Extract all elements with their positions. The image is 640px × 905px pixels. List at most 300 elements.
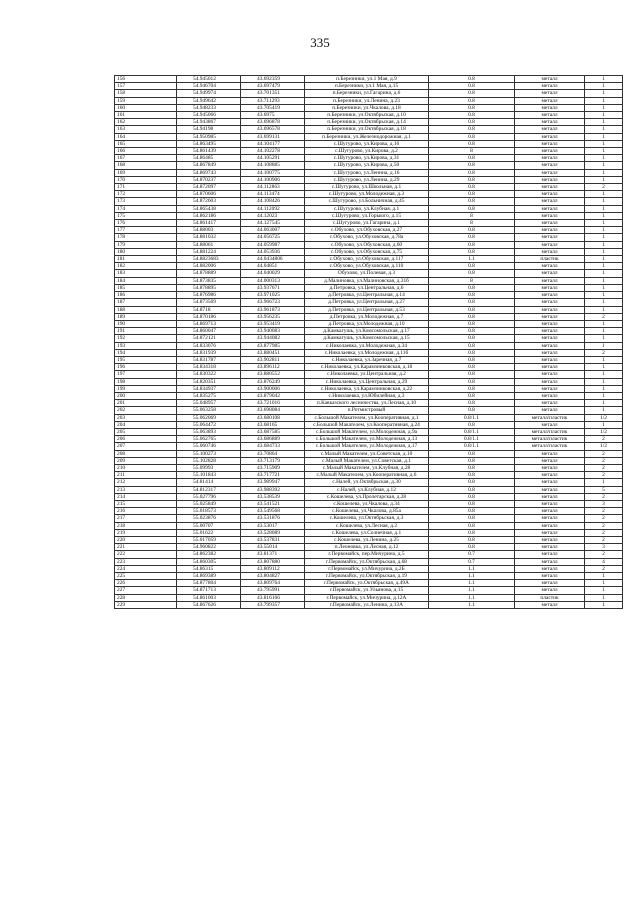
container-volume-cell: 0.8 [429, 169, 515, 176]
container-volume-cell: 0.8 [429, 493, 515, 500]
container-material-cell: металл [515, 400, 585, 407]
container-material-cell: пластик [515, 594, 585, 601]
container-material-cell: металл [515, 450, 585, 457]
address-cell: с.Шугурово, ул.Молодежная, д.3 [305, 191, 429, 198]
latitude-cell: 54.945012 [177, 76, 241, 83]
container-count-cell: 2 [585, 184, 623, 191]
row-number-cell: 179 [115, 241, 177, 248]
table-row [115, 227, 623, 234]
longitude-cell: 43.953419 [241, 320, 305, 327]
container-volume-cell: 0.8 [429, 97, 515, 104]
longitude-cell: 44.040029 [241, 270, 305, 277]
container-volume-cell: 0.8 [429, 472, 515, 479]
container-material-cell: металл [515, 90, 585, 97]
row-number-cell: 180 [115, 248, 177, 255]
table-row [115, 551, 623, 558]
container-volume-cell: 0.8/1.1 [429, 443, 515, 450]
container-volume-cell: 0.8 [429, 349, 515, 356]
longitude-cell: 44.100775 [241, 169, 305, 176]
row-number-cell: 225 [115, 573, 177, 580]
table-row [115, 385, 623, 392]
row-number-cell: 221 [115, 544, 177, 551]
container-volume-cell: 0.8 [429, 119, 515, 126]
row-number-cell: 170 [115, 176, 177, 183]
address-cell: г.Первомайск, ул.Ульянова, д.15 [305, 587, 429, 594]
address-cell: г.Первомайск, ул.Октябрьская, д.49А [305, 580, 429, 587]
address-cell: с.Обухово, ул.Обуховская, д.27 [305, 227, 429, 234]
row-number-cell: 213 [115, 486, 177, 493]
address-cell: с.Обухово, ул.Обуховская, д.78а [305, 234, 429, 241]
longitude-cell: 43.902811 [241, 356, 305, 363]
address-cell: с.Николаевка, ул.Карамзинковская, д.22 [305, 385, 429, 392]
table-row [115, 515, 623, 522]
container-volume-cell: 0.7 [429, 551, 515, 558]
longitude-cell: 44.112092 [241, 205, 305, 212]
latitude-cell: 55.100273 [177, 450, 241, 457]
address-cell: с.Шугурово, ул.Школьная, д.1 [305, 184, 429, 191]
latitude-cell: 55.060746 [177, 443, 241, 450]
container-material-cell: металл [515, 119, 585, 126]
latitude-cell: 54.869743 [177, 169, 241, 176]
row-number-cell: 156 [115, 76, 177, 83]
container-material-cell: металл [515, 500, 585, 507]
latitude-cell: 54.949974 [177, 90, 241, 97]
collection-points-table [114, 75, 623, 609]
container-count-cell: 1 [585, 371, 623, 378]
address-cell: с.Шугурово, ул.Больничная, д.45 [305, 198, 429, 205]
container-count-cell: 1 [585, 421, 623, 428]
row-number-cell: 160 [115, 104, 177, 111]
longitude-cell: 43.696578 [241, 126, 305, 133]
latitude-cell: 54.948233 [177, 104, 241, 111]
row-number-cell: 167 [115, 155, 177, 162]
latitude-cell: 55.063893 [177, 428, 241, 435]
table-row [115, 486, 623, 493]
container-count-cell: 1 [585, 479, 623, 486]
container-volume-cell: 1.1 [429, 256, 515, 263]
address-cell: г.Первомайск, пер.Мичурина, д.5 [305, 551, 429, 558]
container-material-cell: металл [515, 385, 585, 392]
container-material-cell: металл [515, 573, 585, 580]
row-number-cell: 193 [115, 342, 177, 349]
container-count-cell: 1 [585, 385, 623, 392]
table-row [115, 407, 623, 414]
latitude-cell: 54.876986 [177, 292, 241, 299]
table-row [115, 364, 623, 371]
latitude-cell: 54.8823683 [177, 256, 241, 263]
container-count-cell: 1 [585, 256, 623, 263]
container-material-cell: металл [515, 169, 585, 176]
address-cell: с.Налей, ул.Клубная, д.12 [305, 486, 429, 493]
container-material-cell: металл [515, 241, 585, 248]
address-cell: с.Шугурово, ул.Гагарина, д.1 [305, 220, 429, 227]
address-cell: с.Обухово, ул.Обуховская, д.110 [305, 263, 429, 270]
container-material-cell: металл [515, 544, 585, 551]
container-volume-cell: 0.8 [429, 400, 515, 407]
row-number-cell: 203 [115, 414, 177, 421]
longitude-cell: 43.717721 [241, 472, 305, 479]
longitude-cell: 43.877985 [241, 342, 305, 349]
row-number-cell: 214 [115, 493, 177, 500]
latitude-cell: 55.00707 [177, 522, 241, 529]
container-count-cell: 1 [585, 320, 623, 327]
latitude-cell: 54.877804 [177, 580, 241, 587]
container-material-cell: металл [515, 76, 585, 83]
container-volume-cell: 0.8 [429, 328, 515, 335]
latitude-cell: 54.830322 [177, 371, 241, 378]
container-material-cell: металл [515, 184, 585, 191]
row-number-cell: 200 [115, 392, 177, 399]
container-material-cell: металл [515, 364, 585, 371]
latitude-cell: 54.881224 [177, 248, 241, 255]
row-number-cell: 168 [115, 162, 177, 169]
address-cell: п.Кавказского лесничества, ул.Лесная, д.10 [305, 400, 429, 407]
container-count-cell: 1/2 [585, 414, 623, 421]
container-volume-cell: 0.8 [429, 234, 515, 241]
address-cell: с.Кошелева, ул.Пролетарская, д.28 [305, 493, 429, 500]
table-row [115, 493, 623, 500]
row-number-cell: 171 [115, 184, 177, 191]
container-count-cell: 1 [585, 169, 623, 176]
longitude-cell: 44.0434806 [241, 256, 305, 263]
table-row [115, 126, 623, 133]
longitude-cell: 43.705419 [241, 104, 305, 111]
table-row [115, 356, 623, 363]
container-count-cell: 1 [585, 205, 623, 212]
container-volume-cell: 0.8 [429, 155, 515, 162]
container-material-cell: металл [515, 342, 585, 349]
table-row [115, 392, 623, 399]
latitude-cell: 54.88061 [177, 241, 241, 248]
container-count-cell: 2 [585, 450, 623, 457]
container-count-cell: 1 [585, 212, 623, 219]
address-cell: с.Николаевка, ул.Центральная, д.29 [305, 378, 429, 385]
container-count-cell: 1 [585, 580, 623, 587]
container-material-cell: металл [515, 97, 585, 104]
container-count-cell: 3 [585, 544, 623, 551]
longitude-cell: 44.105291 [241, 155, 305, 162]
address-cell: с.Шугурово, ул.Кирова, д.16 [305, 140, 429, 147]
container-volume-cell: 0.8 [429, 529, 515, 536]
longitude-cell: 43.956235 [241, 313, 305, 320]
longitude-cell: 43.795991 [241, 587, 305, 594]
table-row [115, 119, 623, 126]
table-row [115, 97, 623, 104]
address-cell: д.Петровка, ул.Центральная, д.27 [305, 299, 429, 306]
container-count-cell: 1 [585, 97, 623, 104]
longitude-cell: 44.108426 [241, 198, 305, 205]
row-number-cell: 157 [115, 83, 177, 90]
latitude-cell: 55.025849 [177, 500, 241, 507]
address-cell: г.Первомайск, ул.Октябрьская, д.19 [305, 573, 429, 580]
address-cell: с.Обухово, ул.Обуховская, д.75 [305, 248, 429, 255]
container-count-cell: 1 [585, 263, 623, 270]
table-row [115, 241, 623, 248]
latitude-cell: 54.834318 [177, 364, 241, 371]
address-cell: д.Петровка, ул.Молодежная, д.10 [305, 320, 429, 327]
latitude-cell: 54.86485 [177, 155, 241, 162]
table-row [115, 587, 623, 594]
row-number-cell: 216 [115, 508, 177, 515]
container-count-cell: 1 [585, 198, 623, 205]
container-material-cell: металл [515, 356, 585, 363]
longitude-cell: 43.81371 [241, 551, 305, 558]
container-volume-cell: 0.8 [429, 292, 515, 299]
container-material-cell: металл [515, 104, 585, 111]
longitude-cell: 44.000313 [241, 277, 305, 284]
longitude-cell: 43.809764 [241, 580, 305, 587]
row-number-cell: 174 [115, 205, 177, 212]
container-count-cell: 1 [585, 227, 623, 234]
container-count-cell: 1 [585, 76, 623, 83]
address-cell: с.Шугурово, ул.Кирова, д.50 [305, 162, 429, 169]
container-volume-cell: 0.8 [429, 90, 515, 97]
container-material-cell: металл [515, 378, 585, 385]
latitude-cell: 54.945066 [177, 112, 241, 119]
longitude-cell: 44.100906 [241, 176, 305, 183]
container-volume-cell: 0.8 [429, 457, 515, 464]
longitude-cell: 43.538539 [241, 493, 305, 500]
container-volume-cell: 8 [429, 277, 515, 284]
table-row [115, 378, 623, 385]
table-row [115, 112, 623, 119]
container-count-cell: 1 [585, 155, 623, 162]
container-count-cell: 1/2 [585, 443, 623, 450]
longitude-cell: 43.799357 [241, 601, 305, 608]
address-cell: д.Камкагушь, ул.Комсомольская, д.15 [305, 335, 429, 342]
row-number-cell: 161 [115, 112, 177, 119]
address-cell: с.Николаевка, ул.Юбилейная, д.3 [305, 392, 429, 399]
container-material-cell: металл [515, 349, 585, 356]
container-volume-cell: 0.8 [429, 371, 515, 378]
container-volume-cell: 0.8 [429, 364, 515, 371]
container-material-cell: металл [515, 328, 585, 335]
longitude-cell: 44.056725 [241, 234, 305, 241]
address-cell: с.Малый Макателем, ул.Советская, д.10 [305, 450, 429, 457]
longitude-cell: 43.816166 [241, 594, 305, 601]
table-row [115, 140, 623, 147]
container-volume-cell: 0.8 [429, 544, 515, 551]
longitude-cell: 43.900006 [241, 385, 305, 392]
container-material-cell: металл [515, 529, 585, 536]
row-number-cell: 191 [115, 328, 177, 335]
latitude-cell: 55.023876 [177, 515, 241, 522]
address-cell: д.Малиновка, ул.Малиновская, д.31б [305, 277, 429, 284]
container-count-cell: 2 [585, 313, 623, 320]
container-volume-cell: 0.8 [429, 270, 515, 277]
row-number-cell: 202 [115, 407, 177, 414]
container-volume-cell: 0.8 [429, 241, 515, 248]
address-cell: с.Шугурово, ул.Кирова, д.2 [305, 148, 429, 155]
latitude-cell: 54.950985 [177, 133, 241, 140]
row-number-cell: 188 [115, 306, 177, 313]
table-row [115, 479, 623, 486]
row-number-cell: 190 [115, 320, 177, 327]
longitude-cell: 43.989947 [241, 479, 305, 486]
address-cell: с.Шугурово, ул.Ленина, д.16 [305, 169, 429, 176]
latitude-cell: 55.102828 [177, 457, 241, 464]
container-count-cell: 1 [585, 162, 623, 169]
latitude-cell: 54.861417 [177, 220, 241, 227]
table-row [115, 176, 623, 183]
latitude-cell: 54.865438 [177, 205, 241, 212]
container-volume-cell: 0.8 [429, 205, 515, 212]
table-row [115, 320, 623, 327]
row-number-cell: 176 [115, 220, 177, 227]
table-row [115, 573, 623, 580]
longitude-cell: 43.6975 [241, 112, 305, 119]
longitude-cell: 43.876249 [241, 378, 305, 385]
container-material-cell: металл [515, 313, 585, 320]
longitude-cell: 43.680108 [241, 414, 305, 421]
container-volume-cell: 8 [429, 220, 515, 227]
table-row [115, 198, 623, 205]
latitude-cell: 55.101843 [177, 472, 241, 479]
address-cell: п.Березники, ул.Чкалова, д.18 [305, 104, 429, 111]
table-row [115, 601, 623, 608]
container-material-cell: металл [515, 227, 585, 234]
row-number-cell: 206 [115, 436, 177, 443]
table-row [115, 76, 623, 83]
container-volume-cell: 0.8 [429, 176, 515, 183]
longitude-cell: 43.537831 [241, 537, 305, 544]
container-material-cell: металл [515, 299, 585, 306]
container-volume-cell: 1.1 [429, 594, 515, 601]
container-volume-cell: 8 [429, 148, 515, 155]
longitude-cell: 43.940083 [241, 328, 305, 335]
container-volume-cell: 0.8 [429, 248, 515, 255]
container-material-cell: металл [515, 587, 585, 594]
row-number-cell: 181 [115, 256, 177, 263]
container-material-cell: металл [515, 263, 585, 270]
container-volume-cell: 0.8 [429, 184, 515, 191]
container-volume-cell: 0.8 [429, 76, 515, 83]
address-cell: п.Леоновка, ул.Лесная, д.12 [305, 544, 429, 551]
longitude-cell: 43.697479 [241, 83, 305, 90]
latitude-cell: 54.870237 [177, 176, 241, 183]
address-cell: п.Березники, ул.1 Мая, д.9 [305, 76, 429, 83]
container-count-cell: 2 [585, 472, 623, 479]
container-count-cell: 1 [585, 356, 623, 363]
container-material-cell: металл [515, 457, 585, 464]
row-number-cell: 199 [115, 385, 177, 392]
longitude-cell: 43.971025 [241, 292, 305, 299]
row-number-cell: 222 [115, 551, 177, 558]
container-volume-cell: 0.8 [429, 464, 515, 471]
row-number-cell: 209 [115, 457, 177, 464]
table-row [115, 428, 623, 435]
row-number-cell: 158 [115, 90, 177, 97]
container-volume-cell: 0.8 [429, 385, 515, 392]
row-number-cell: 217 [115, 515, 177, 522]
table-row [115, 443, 623, 450]
longitude-cell: 43.807880 [241, 558, 305, 565]
container-volume-cell: 0.8 [429, 450, 515, 457]
row-number-cell: 220 [115, 537, 177, 544]
container-count-cell: 2 [585, 522, 623, 529]
container-count-cell: 1 [585, 270, 623, 277]
address-cell: с.Большой Макателем, ул.Молодежная, д.9а [305, 428, 429, 435]
container-count-cell: 1 [585, 234, 623, 241]
container-count-cell: 3 [585, 500, 623, 507]
longitude-cell: 44.112863 [241, 184, 305, 191]
container-material-cell: металл [515, 551, 585, 558]
latitude-cell: 54.88003 [177, 227, 241, 234]
container-material-cell: металл [515, 558, 585, 565]
container-count-cell: 2 [585, 493, 623, 500]
container-material-cell: металл [515, 601, 585, 608]
container-count-cell: 4 [585, 558, 623, 565]
longitude-cell: 44.053936 [241, 248, 305, 255]
container-count-cell: 1 [585, 176, 623, 183]
table-row [115, 184, 623, 191]
container-volume-cell: 1.1 [429, 565, 515, 572]
container-count-cell: 1 [585, 126, 623, 133]
container-volume-cell: 0.8 [429, 421, 515, 428]
container-material-cell: металл [515, 191, 585, 198]
latitude-cell: 54.870606 [177, 191, 241, 198]
page-number: 335 [310, 35, 330, 50]
container-count-cell: 1 [585, 292, 623, 299]
table-row [115, 256, 623, 263]
container-volume-cell: 0.8 [429, 479, 515, 486]
address-cell: п.Березники, ул.Октябрьская, д.10 [305, 112, 429, 119]
address-cell: Обухово, ул.Полевая, д.3 [305, 270, 429, 277]
table-row [115, 277, 623, 284]
address-cell: п.Березники, ул.Октябрьская, д.14 [305, 119, 429, 126]
latitude-cell: 54.81414 [177, 479, 241, 486]
container-volume-cell: 0.8 [429, 515, 515, 522]
container-material-cell: металл [515, 565, 585, 572]
row-number-cell: 210 [115, 464, 177, 471]
longitude-cell: 43.696878 [241, 119, 305, 126]
container-count-cell: 1 [585, 220, 623, 227]
address-cell: п.Березники, ул.Октябрьская, д.18 [305, 126, 429, 133]
container-volume-cell: 0.8/1.1 [429, 428, 515, 435]
longitude-cell: 43.961873 [241, 306, 305, 313]
container-count-cell: 1 [585, 306, 623, 313]
address-cell: с.Николаевка, ул.Молодежная, д.11б [305, 349, 429, 356]
longitude-cell: 43.70864 [241, 450, 305, 457]
row-number-cell: 162 [115, 119, 177, 126]
table-row [115, 594, 623, 601]
address-cell: с.Шугурово, ул.Кирова, д.31 [305, 155, 429, 162]
latitude-cell: 55.064472 [177, 421, 241, 428]
table-row [115, 306, 623, 313]
table-row [115, 464, 623, 471]
row-number-cell: 163 [115, 126, 177, 133]
address-cell: с.Обухово, ул.Обуховская, д.117 [305, 256, 429, 263]
table-row [115, 349, 623, 356]
row-number-cell: 226 [115, 580, 177, 587]
longitude-cell: 44.113474 [241, 191, 305, 198]
latitude-cell: 54.86315 [177, 565, 241, 572]
longitude-cell: 43.880552 [241, 371, 305, 378]
table-row [115, 270, 623, 277]
longitude-cell: 43.528089 [241, 529, 305, 536]
container-volume-cell: 0.8 [429, 508, 515, 515]
table-row [115, 580, 623, 587]
address-cell: с.Шугурово, ул.Клубная, д.1 [305, 205, 429, 212]
latitude-cell: 54.882006 [177, 263, 241, 270]
latitude-cell: 54.871713 [177, 587, 241, 594]
table-row [115, 220, 623, 227]
container-volume-cell: 0.8 [429, 306, 515, 313]
container-material-cell: металл [515, 479, 585, 486]
latitude-cell: 55.062765 [177, 436, 241, 443]
address-cell: с.Большой Макателем, ул.Кооперативная, д.1 [305, 414, 429, 421]
container-material-cell: металл [515, 155, 585, 162]
